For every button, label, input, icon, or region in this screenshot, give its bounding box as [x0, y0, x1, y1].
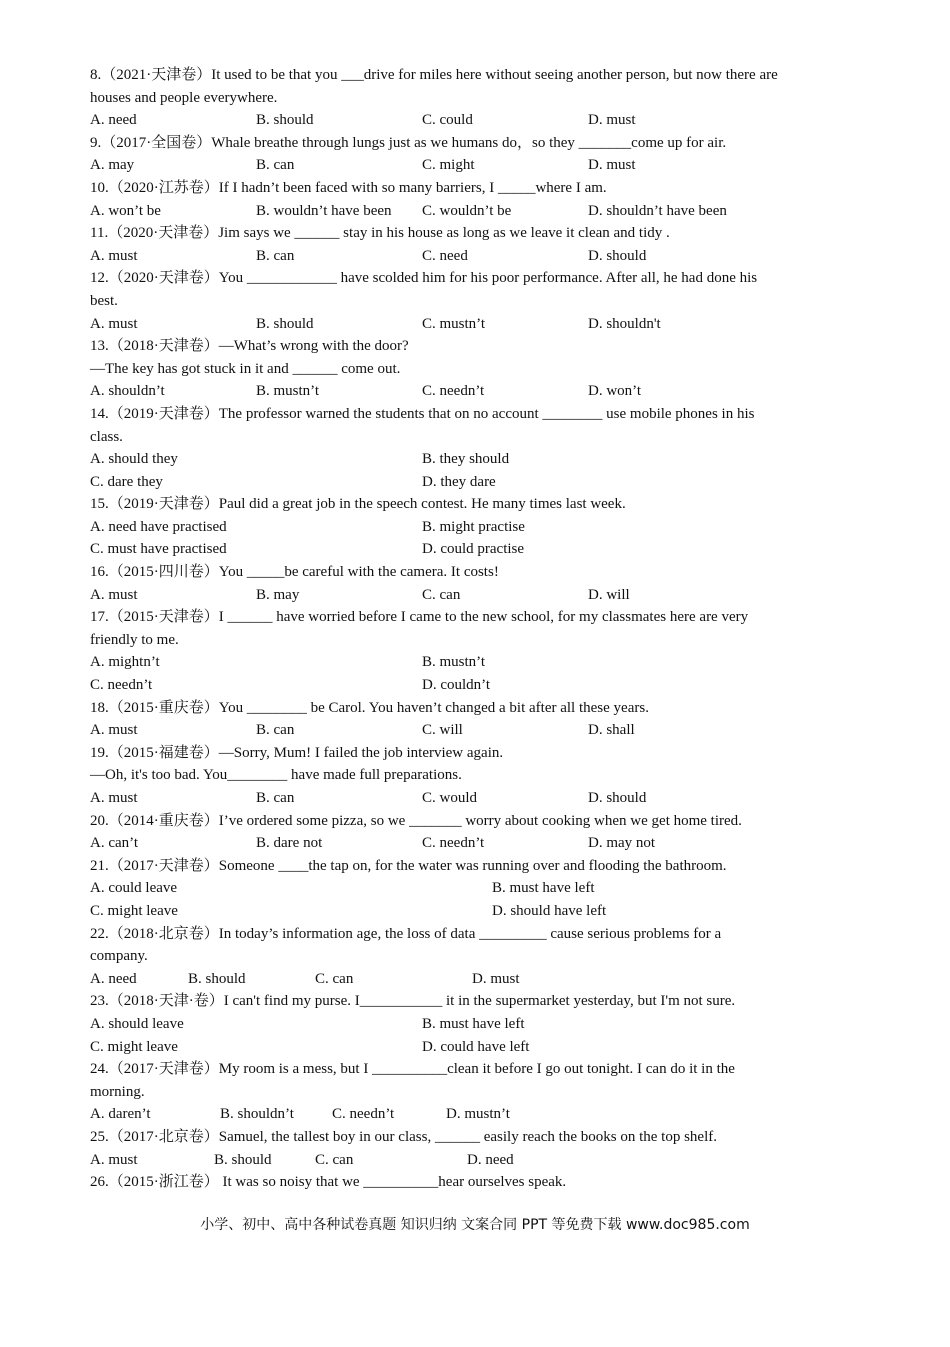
- option-d: D. couldn’t: [422, 677, 491, 694]
- option-d: D. must: [588, 112, 636, 129]
- question-stem: 26.（2015·浙江卷） It was so noisy that we __________hear ourselves speak.: [90, 1174, 567, 1191]
- option-c: C. can: [315, 1151, 354, 1168]
- option-b: B. should: [256, 112, 314, 129]
- option-b: B. they should: [422, 451, 510, 468]
- options-row: [90, 448, 860, 471]
- options-row: [90, 832, 860, 855]
- option-c: C. dare they: [90, 473, 163, 490]
- question-11: [90, 222, 860, 267]
- option-d: D. shouldn’t have been: [588, 202, 727, 219]
- option-c: C. needn’t: [422, 835, 485, 852]
- question-stem: 16.（2015·四川卷）You _____be careful with the camera. It costs!: [90, 564, 499, 581]
- option-b: B. mustn’t: [422, 654, 486, 671]
- question-stem: 18.（2015·重庆卷）You ________ be Carol. You haven’t changed a bit after all these years.: [90, 699, 649, 716]
- option-a: A. need: [90, 970, 137, 987]
- option-b: B. mustn’t: [256, 383, 320, 400]
- option-a: A. shouldn’t: [90, 383, 165, 400]
- question-26: [90, 1171, 860, 1194]
- question-20: [90, 810, 860, 855]
- question-stem: 17.（2015·天津卷）I ______ have worried before I came to the new school, for my classmates here are very: [90, 609, 749, 626]
- options-row: [90, 900, 860, 923]
- option-c: C. wouldn’t be: [422, 202, 512, 219]
- options-row: [90, 154, 860, 177]
- option-c: C. might leave: [90, 902, 178, 919]
- question-23: [90, 990, 860, 1058]
- question-13: [90, 335, 860, 403]
- question-10: [90, 177, 860, 222]
- question-22: [90, 923, 860, 991]
- question-stem: 15.（2019·天津卷）Paul did a great job in the speech contest. He many times last week.: [90, 496, 626, 513]
- question-stem: 25.（2017·北京卷）Samuel, the tallest boy in our class, ______ easily reach the books on the top shelf.: [90, 1128, 717, 1145]
- option-d: D. must: [588, 157, 636, 174]
- option-a: A. must: [90, 247, 138, 264]
- question-14: [90, 403, 860, 493]
- option-a: A. can’t: [90, 835, 139, 852]
- question-stem: 10.（2020·江苏卷）If I hadn’t been faced with so many barriers, I _____where I am.: [90, 179, 607, 196]
- option-b: B. dare not: [256, 835, 323, 852]
- option-a: A. need: [90, 112, 137, 129]
- option-b: B. should: [214, 1151, 272, 1168]
- option-a: A. could leave: [90, 880, 178, 897]
- option-d: D. may not: [588, 835, 656, 852]
- option-b: B. should: [188, 970, 246, 987]
- option-a: A. must: [90, 586, 138, 603]
- option-d: D. could practise: [422, 541, 525, 558]
- option-d: D. should: [588, 247, 647, 264]
- option-d: D. must: [472, 970, 520, 987]
- option-b: B. wouldn’t have been: [256, 202, 392, 219]
- question-stem: friendly to me.: [90, 631, 179, 648]
- options-row: [90, 877, 860, 900]
- option-b: B. can: [256, 790, 295, 806]
- option-b: B. might practise: [422, 518, 525, 535]
- question-stem: 23.（2018·天津·卷）I can't find my purse. I___________ it in the supermarket yesterday, but I'm not sure.: [90, 993, 736, 1010]
- question-18: [90, 697, 860, 742]
- option-b: B. may: [256, 586, 300, 603]
- option-d: D. shall: [588, 722, 635, 739]
- options-row: [90, 245, 860, 268]
- options-row: [90, 584, 860, 607]
- question-stem: 8.（2021·天津卷）It used to be that you ___drive for miles here without seeing another person, but now there are: [90, 67, 778, 83]
- option-a: A. should they: [90, 451, 178, 468]
- option-a: A. must: [90, 722, 138, 739]
- question-stem: —Oh, it's too bad. You________ have made full preparations.: [90, 767, 462, 784]
- option-c: C. needn’t: [332, 1106, 395, 1123]
- option-c: C. mustn’t: [422, 315, 486, 332]
- question-stem: 20.（2014·重庆卷）I’ve ordered some pizza, so we _______ worry about cooking when we get home tired.: [90, 812, 742, 829]
- option-d: D. shouldn't: [588, 315, 661, 332]
- page-footer: 小学、初中、高中各种试卷真题 知识归纳 文案合同 PPT 等免费下载 www.doc985.com: [200, 1217, 750, 1233]
- option-b: B. can: [256, 722, 295, 739]
- question-list: [90, 64, 860, 1194]
- options-row: [90, 313, 860, 336]
- options-row: [90, 674, 860, 697]
- question-21: [90, 855, 860, 923]
- option-a: A. mightn’t: [90, 654, 160, 671]
- option-b: B. can: [256, 247, 295, 264]
- option-c: C. need: [422, 247, 468, 264]
- option-b: B. shouldn’t: [220, 1106, 294, 1123]
- options-row: [90, 968, 860, 991]
- option-c: C. might leave: [90, 1038, 178, 1055]
- options-row: [90, 1013, 860, 1036]
- option-a: A. daren’t: [90, 1106, 151, 1123]
- options-row: [90, 471, 860, 494]
- options-row: [90, 651, 860, 674]
- options-row: [90, 538, 860, 561]
- option-a: A. must: [90, 315, 138, 332]
- option-c: C. could: [422, 112, 473, 129]
- question-24: [90, 1058, 860, 1126]
- option-a: A. won’t be: [90, 202, 161, 219]
- option-b: B. must have left: [492, 880, 595, 897]
- option-a: A. must: [90, 790, 138, 806]
- question-12: [90, 267, 860, 335]
- option-c: C. can: [422, 586, 461, 603]
- option-d: D. they dare: [422, 473, 496, 490]
- question-stem: 14.（2019·天津卷）The professor warned the students that on no account ________ use mobile phones in his: [90, 405, 755, 422]
- question-15: [90, 493, 860, 561]
- option-b: B. must have left: [422, 1015, 525, 1032]
- options-row: [90, 787, 860, 810]
- option-c: C. needn’t: [422, 383, 485, 400]
- option-d: D. won’t: [588, 383, 642, 400]
- question-stem: 11.（2020·天津卷）Jim says we ______ stay in his house as long as we leave it clean and tidy .: [90, 225, 670, 242]
- options-row: [90, 1036, 860, 1059]
- question-stem: morning.: [90, 1083, 145, 1100]
- option-d: D. should have left: [492, 902, 607, 919]
- question-stem: 24.（2017·天津卷）My room is a mess, but I __________clean it before I go out tonight. I can do it in the: [90, 1061, 735, 1078]
- options-row: [90, 1103, 860, 1126]
- question-9: [90, 132, 860, 177]
- option-d: D. mustn’t: [446, 1106, 510, 1123]
- question-stem: 22.（2018·北京卷）In today’s information age, the loss of data _________ cause serious problems for a: [90, 925, 722, 942]
- options-row: [90, 109, 860, 132]
- options-row: [90, 380, 860, 403]
- options-row: [90, 719, 860, 742]
- option-a: A. should leave: [90, 1015, 184, 1032]
- option-c: C. would: [422, 790, 478, 806]
- question-17: [90, 606, 860, 696]
- question-stem: class.: [90, 428, 123, 445]
- option-d: D. will: [588, 586, 630, 603]
- question-stem: 9.（2017·全国卷）Whale breathe through lungs just as we humans do，so they _______come up for air.: [90, 134, 727, 151]
- question-stem: 13.（2018·天津卷）—What’s wrong with the door?: [90, 338, 409, 355]
- question-19: [90, 742, 860, 810]
- option-b: B. can: [256, 157, 295, 174]
- question-stem: 19.（2015·福建卷）—Sorry, Mum! I failed the job interview again.: [90, 744, 504, 761]
- option-d: D. could have left: [422, 1038, 530, 1055]
- question-stem: —The key has got stuck in it and ______ come out.: [90, 360, 401, 377]
- option-c: C. will: [422, 722, 463, 739]
- option-c: C. might: [422, 157, 475, 174]
- option-c: C. needn’t: [90, 677, 153, 694]
- question-stem: 21.（2017·天津卷）Someone ____the tap on, for the water was running over and flooding the bathroom.: [90, 857, 727, 874]
- question-stem: houses and people everywhere.: [90, 89, 278, 106]
- option-d: D. need: [467, 1151, 514, 1168]
- option-c: C. must have practised: [90, 541, 227, 558]
- question-8: [90, 64, 860, 132]
- options-row: [90, 200, 860, 223]
- options-row: [90, 1149, 860, 1172]
- option-a: A. must: [90, 1151, 138, 1168]
- options-row: [90, 516, 860, 539]
- option-b: B. should: [256, 315, 314, 332]
- option-a: A. may: [90, 157, 135, 174]
- question-stem: 12.（2020·天津卷）You ____________ have scolded him for his poor performance. After all, he had done his: [90, 270, 758, 287]
- question-stem: company.: [90, 948, 148, 965]
- question-25: [90, 1126, 860, 1171]
- question-stem: best.: [90, 292, 118, 309]
- option-c: C. can: [315, 970, 354, 987]
- question-16: [90, 561, 860, 606]
- option-a: A. need have practised: [90, 518, 227, 535]
- option-d: D. should: [588, 790, 647, 806]
